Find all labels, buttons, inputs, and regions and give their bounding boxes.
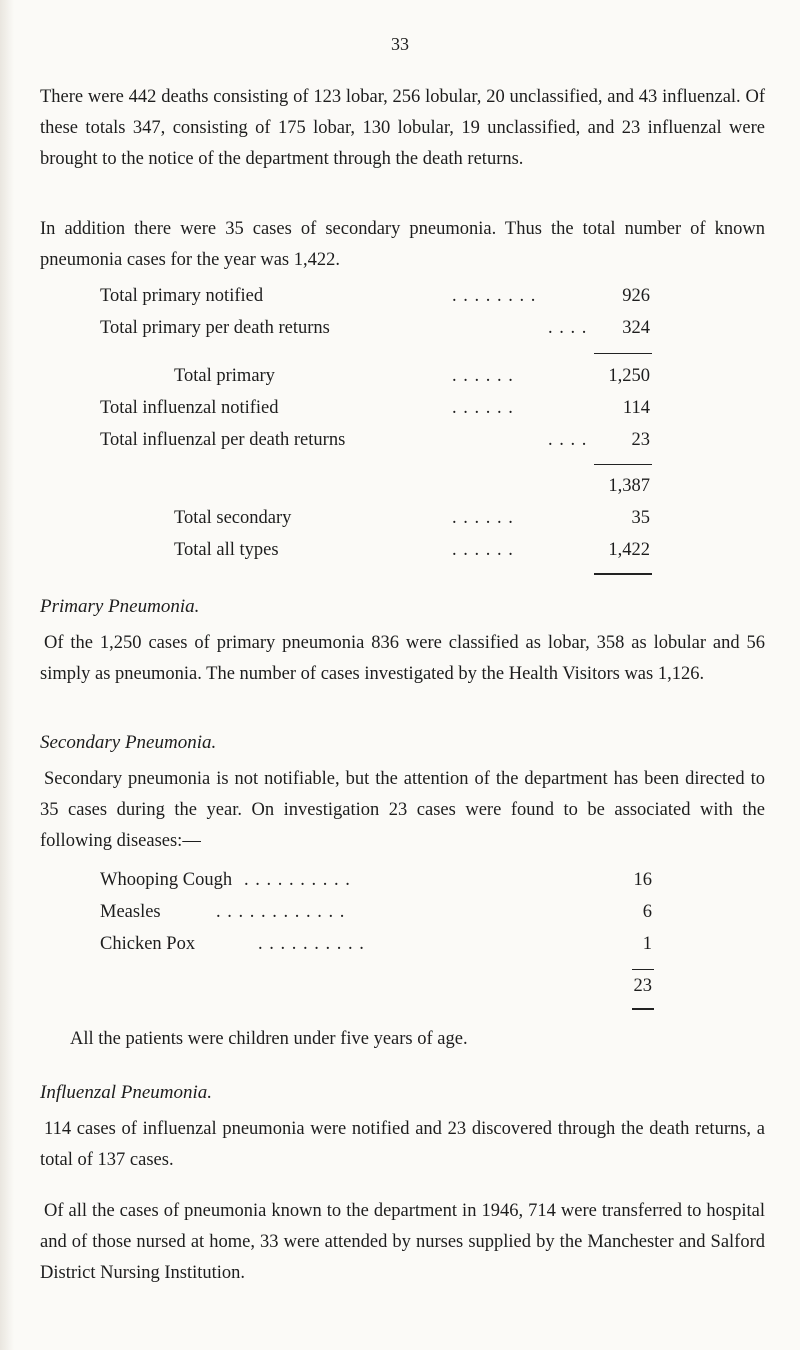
- row-value: 926: [622, 286, 650, 306]
- row-label: Total secondary: [174, 508, 292, 528]
- heading-secondary-pneumonia: Secondary Pneumonia.: [40, 732, 217, 753]
- row-label: Chicken Pox: [100, 934, 196, 954]
- row-label: Total primary per death returns: [100, 318, 330, 338]
- row-leader-dots: . . . . . . . . . . . .: [216, 902, 346, 922]
- intro-paragraph-total: In addition there were 35 cases of secondary pneumonia. Thus the total number of known pneumonia cases for the year was 1,422.: [40, 219, 765, 270]
- row-leader-dots: . . . . . .: [452, 366, 514, 386]
- row-leader-dots: . . . . . .: [452, 508, 514, 528]
- row-value: 114: [622, 398, 650, 418]
- children-age-note: All the patients were children under five years of age.: [70, 1029, 468, 1049]
- row-leader-dots: . . . . . .: [452, 540, 514, 560]
- row-value: 1,387: [608, 476, 650, 496]
- row-value: 23: [631, 430, 650, 450]
- row-leader-dots: . . . .: [548, 430, 588, 450]
- total-rule: [594, 573, 652, 575]
- row-label: Total influenzal notified: [100, 398, 279, 418]
- intro-paragraph-deaths: There were 442 deaths consisting of 123 lobar, 256 lobular, 20 unclassified, and 43 influenzal. Of these totals 347, consisting of 175 lobar, 130 lobular, 19 unclassified, and 23 influenzal were brought to the notice of the department through the death returns.: [40, 87, 765, 169]
- row-leader-dots: . . . .: [548, 318, 588, 338]
- row-label: Total primary notified: [100, 286, 264, 306]
- row-leader-dots: . . . . . .: [452, 398, 514, 418]
- page-number: 33: [391, 34, 409, 54]
- influenzal-pneumonia-paragraph: 114 cases of influenzal pneumonia were notified and 23 discovered through the death returns, a total of 137 cases.: [40, 1119, 765, 1170]
- row-value: 1,422: [608, 540, 650, 560]
- row-value: 35: [631, 508, 650, 528]
- subtotal-rule: [632, 969, 654, 970]
- page-edge-shadow: [0, 0, 14, 1350]
- row-value: 16: [633, 870, 652, 890]
- row-label: Total all types: [174, 540, 279, 560]
- row-value: 6: [642, 902, 652, 922]
- closing-paragraph: Of all the cases of pneumonia known to the department in 1946, 714 were transferred to hospital and of those nursed at home, 33 were attended by nurses supplied by the Manchester and Salford District Nursing Institution.: [40, 1201, 765, 1283]
- row-value: 1: [642, 934, 652, 954]
- secondary-pneumonia-paragraph: Secondary pneumonia is not notifiable, but the attention of the department has been directed to 35 cases during the year. On investigation 23 cases were found to be associated with the following diseases:—: [40, 769, 765, 851]
- heading-influenzal-pneumonia: Influenzal Pneumonia.: [40, 1082, 213, 1103]
- subtotal-rule: [594, 353, 652, 354]
- row-label: Total influenzal per death returns: [100, 430, 346, 450]
- total-rule: [632, 1008, 654, 1010]
- row-value: 1,250: [608, 366, 650, 386]
- row-label: Whooping Cough: [100, 870, 233, 890]
- row-leader-dots: . . . . . . . .: [452, 286, 537, 306]
- row-value: 23: [633, 976, 652, 996]
- row-label: Measles: [100, 902, 161, 922]
- subtotal-rule: [594, 464, 652, 465]
- heading-primary-pneumonia: Primary Pneumonia.: [40, 596, 200, 617]
- row-leader-dots: . . . . . . . . . .: [258, 934, 365, 954]
- row-value: 324: [622, 318, 650, 338]
- primary-pneumonia-paragraph: Of the 1,250 cases of primary pneumonia 836 were classified as lobar, 358 as lobular and 56 simply as pneumonia. The number of cases investigated by the Health Visitors was 1,126.: [40, 633, 765, 684]
- row-leader-dots: . . . . . . . . . .: [244, 870, 351, 890]
- row-label: Total primary: [174, 366, 275, 386]
